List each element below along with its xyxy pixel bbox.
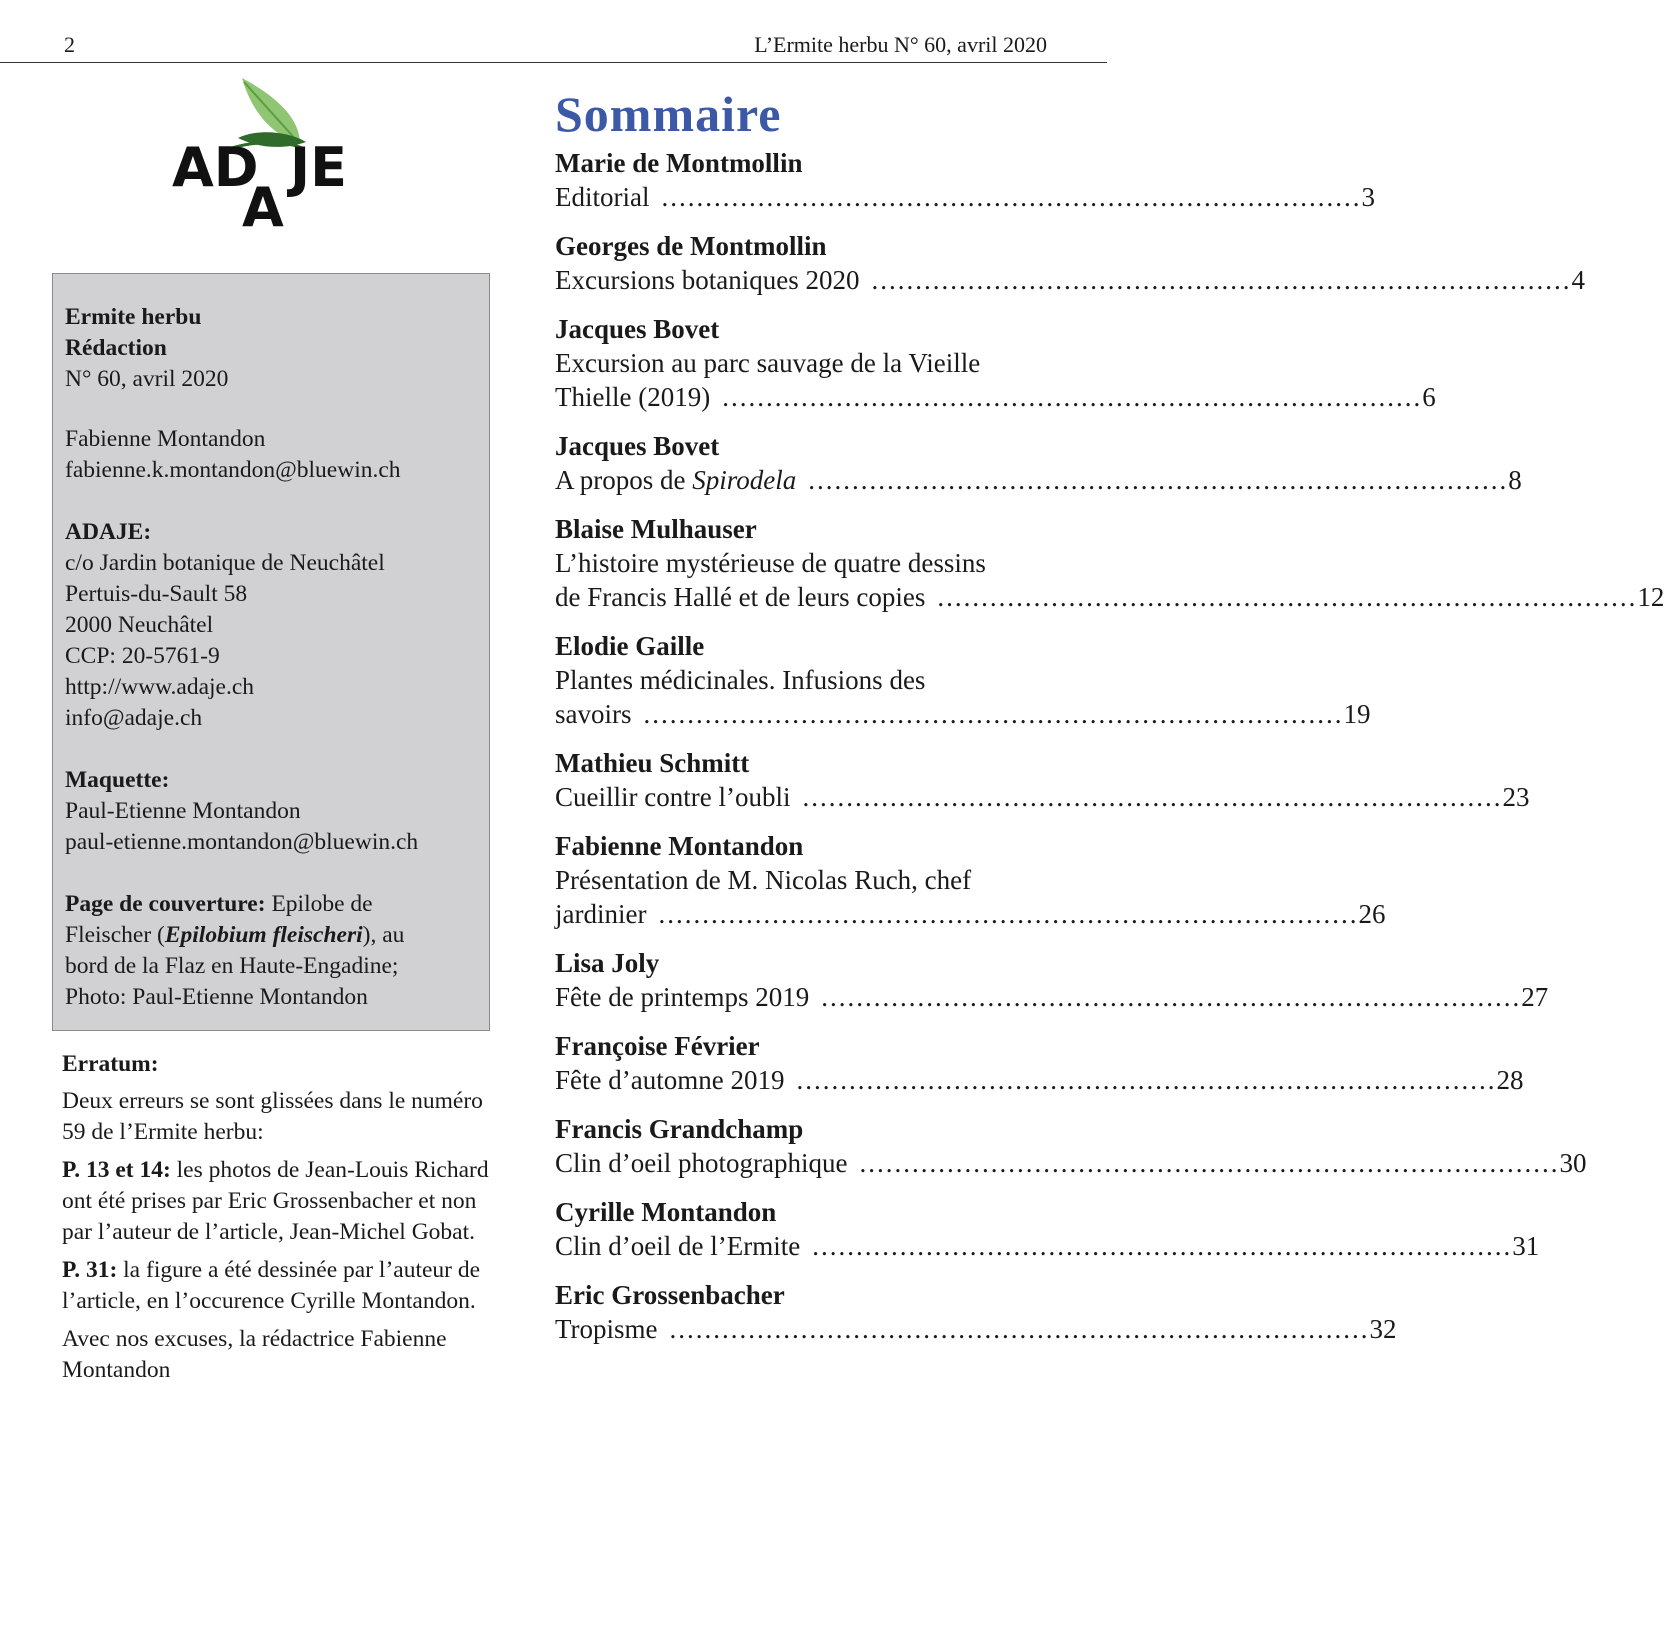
toc-article-title: de Francis Hallé et de leurs copies <box>555 582 926 612</box>
toc-article-title-italic: Spirodela <box>692 465 797 495</box>
cover-line: Photo: Paul-Etienne Montandon <box>65 984 368 1010</box>
toc-leader-dots: ................................................................................ <box>808 465 1509 495</box>
toc-article-title: Clin d’oeil photographique <box>555 1148 848 1178</box>
toc-page-number: 32 <box>1369 1314 1397 1344</box>
toc-entry[interactable] <box>555 747 1530 814</box>
toc-article-line <box>555 1312 1397 1346</box>
logo-text-right: JE <box>290 136 347 199</box>
toc-page-number: 8 <box>1508 465 1522 495</box>
toc-page-number: 30 <box>1559 1148 1587 1178</box>
page-number: 2 <box>64 32 75 57</box>
toc-article-title-head: A propos de <box>555 465 693 495</box>
toc-page-number: 4 <box>1571 265 1585 295</box>
address-line: 2000 Neuchâtel <box>65 612 214 638</box>
erratum-item <box>62 1255 512 1317</box>
logo-text-center: A <box>242 176 284 239</box>
ccp-number: CCP: 20-5761-9 <box>65 643 220 669</box>
toc-page-number: 26 <box>1358 899 1386 929</box>
cover-line <box>65 920 477 951</box>
address-line: c/o Jardin botanique de Neuchâtel <box>65 550 385 576</box>
toc-article-line <box>555 463 1522 497</box>
org-email[interactable]: info@adaje.ch <box>65 705 203 731</box>
toc-article-line <box>555 697 1371 731</box>
running-head: L’Ermite herbu N° 60, avril 2020 <box>754 32 1047 57</box>
toc-article-title-line1: Plantes médicinales. Infusions des <box>555 665 926 695</box>
erratum-title: Erratum: <box>62 1051 159 1077</box>
toc-leader-dots: ................................................................................ <box>812 1231 1513 1261</box>
layout-name: Paul-Etienne Montandon <box>65 798 301 824</box>
erratum-intro: Deux erreurs se sont glissées dans le numéro 59 de l’Ermite herbu: <box>62 1088 483 1145</box>
toc-page-number: 28 <box>1496 1065 1524 1095</box>
toc-author: Georges de Montmollin <box>555 231 827 261</box>
toc-leader-dots: ................................................................................ <box>802 782 1503 812</box>
toc-article-line <box>555 780 1530 814</box>
editor-name: Fabienne Montandon <box>65 426 266 452</box>
erratum-item-label: P. 31: <box>62 1257 118 1283</box>
adaje-logo <box>172 76 392 239</box>
toc-leader-dots: ................................................................................ <box>796 1065 1497 1095</box>
toc-article-line <box>555 1063 1524 1097</box>
publication-name: Ermite herbu <box>65 304 202 330</box>
masthead-box <box>52 273 490 1031</box>
toc-entry[interactable] <box>555 230 1585 297</box>
toc-author: Fabienne Montandon <box>555 831 804 861</box>
toc-article-title: Clin d’oeil de l’Ermite <box>555 1231 801 1261</box>
org-label: ADAJE: <box>65 519 152 545</box>
toc-page-number: 23 <box>1502 782 1530 812</box>
toc-page-number: 27 <box>1521 982 1549 1012</box>
cover-line: bord de la Flaz en Haute-Engadine; <box>65 953 399 979</box>
toc-article-title: Thielle (2019) <box>555 382 711 412</box>
cover-text: Epilobe de <box>265 891 373 917</box>
logo-text-left: AD <box>172 136 259 199</box>
toc-entry[interactable] <box>555 1030 1524 1097</box>
toc-article-line <box>555 380 1436 414</box>
toc-leader-dots: ................................................................................ <box>871 265 1572 295</box>
issue-info: N° 60, avril 2020 <box>65 366 229 392</box>
toc-article-line <box>555 980 1549 1014</box>
toc-article-line <box>555 1146 1587 1180</box>
toc-article-title: Fête d’automne 2019 <box>555 1065 785 1095</box>
layout-label: Maquette: <box>65 767 170 793</box>
toc-article-title: Excursions botaniques 2020 <box>555 265 860 295</box>
toc-article-title: Cueillir contre l’oubli <box>555 782 791 812</box>
toc-article-title-line1: Présentation de M. Nicolas Ruch, chef <box>555 865 972 895</box>
cover-species: Epilobium fleischeri <box>164 922 363 948</box>
toc-leader-dots: ................................................................................ <box>821 982 1522 1012</box>
toc-leader-dots: ................................................................................ <box>722 382 1423 412</box>
toc-entry[interactable] <box>555 147 1375 214</box>
toc-article-title <box>555 463 796 497</box>
toc-entry[interactable] <box>555 313 1436 414</box>
toc-page-number: 3 <box>1361 182 1375 212</box>
erratum-item-text: les photos de Jean-Louis Richard ont été prises par Eric Grossenbacher et non par l’auteur de l’article, Jean-Michel Gobat. <box>62 1157 489 1245</box>
toc-article-line <box>555 180 1375 214</box>
toc-author: Elodie Gaille <box>555 631 705 661</box>
layout-email[interactable]: paul-etienne.montandon@bluewin.ch <box>65 829 419 855</box>
toc-article-title-line1: L’histoire mystérieuse de quatre dessins <box>555 548 986 578</box>
toc-leader-dots: ................................................................................ <box>937 582 1638 612</box>
toc-article-title: Fête de printemps 2019 <box>555 982 810 1012</box>
website-link[interactable]: http://www.adaje.ch <box>65 674 255 700</box>
toc-article-line <box>555 263 1585 297</box>
toc-author: Mathieu Schmitt <box>555 748 750 778</box>
toc-article-line <box>555 897 1386 931</box>
toc-entry[interactable] <box>555 830 1386 931</box>
editor-email[interactable]: fabienne.k.montandon@bluewin.ch <box>65 457 401 483</box>
toc-author: Cyrille Montandon <box>555 1197 777 1227</box>
toc-entry[interactable] <box>555 1196 1540 1263</box>
page-header <box>0 32 1107 63</box>
toc-author: Francis Grandchamp <box>555 1114 804 1144</box>
toc-title: Sommaire <box>555 86 782 142</box>
toc-page-number: 6 <box>1422 382 1436 412</box>
erratum-closing: Avec nos excuses, la rédactrice Fabienne Montandon <box>62 1326 447 1383</box>
address-line: Pertuis-du-Sault 58 <box>65 581 248 607</box>
toc-article-title-line1: Excursion au parc sauvage de la Vieille <box>555 348 981 378</box>
toc-leader-dots: ................................................................................ <box>643 699 1344 729</box>
toc-author: Jacques Bovet <box>555 314 720 344</box>
erratum-item-label: P. 13 et 14: <box>62 1157 171 1183</box>
cover-line <box>65 889 477 920</box>
erratum-item <box>62 1155 512 1248</box>
toc-leader-dots: ................................................................................ <box>669 1314 1370 1344</box>
toc-entry[interactable] <box>555 1113 1587 1180</box>
cover-text: Fleischer ( <box>65 922 165 948</box>
toc-article-title: jardinier <box>555 899 647 929</box>
toc-leader-dots: ................................................................................ <box>661 182 1362 212</box>
toc-entry[interactable] <box>555 947 1549 1014</box>
toc-article-title: Editorial <box>555 182 650 212</box>
toc-author: Eric Grossenbacher <box>555 1280 785 1310</box>
toc-page-number: 31 <box>1512 1231 1540 1261</box>
table-of-contents <box>555 83 1664 1362</box>
toc-leader-dots: ................................................................................ <box>859 1148 1560 1178</box>
cover-label: Page de couverture: <box>65 891 266 917</box>
toc-entry[interactable] <box>555 513 1664 614</box>
toc-page-number: 12 <box>1637 582 1664 612</box>
redaction-label: Rédaction <box>65 335 167 361</box>
toc-author: Blaise Mulhauser <box>555 514 757 544</box>
toc-article-title: Tropisme <box>555 1314 658 1344</box>
toc-article-line <box>555 580 1664 614</box>
toc-entry[interactable] <box>555 430 1522 497</box>
toc-author: Jacques Bovet <box>555 431 720 461</box>
toc-leader-dots: ................................................................................ <box>658 899 1359 929</box>
toc-article-title: savoirs <box>555 699 632 729</box>
toc-entry[interactable] <box>555 1279 1397 1346</box>
toc-author: Marie de Montmollin <box>555 148 803 178</box>
cover-text: ), au <box>362 922 405 948</box>
toc-entry[interactable] <box>555 630 1371 731</box>
toc-author: Françoise Février <box>555 1031 760 1061</box>
toc-article-line <box>555 1229 1540 1263</box>
erratum-item-text: la figure a été dessinée par l’auteur de l’article, en l’occurence Cyrille Montandon. <box>62 1257 481 1314</box>
toc-page-number: 19 <box>1343 699 1371 729</box>
erratum-section <box>62 1049 512 1393</box>
toc-author: Lisa Joly <box>555 948 660 978</box>
